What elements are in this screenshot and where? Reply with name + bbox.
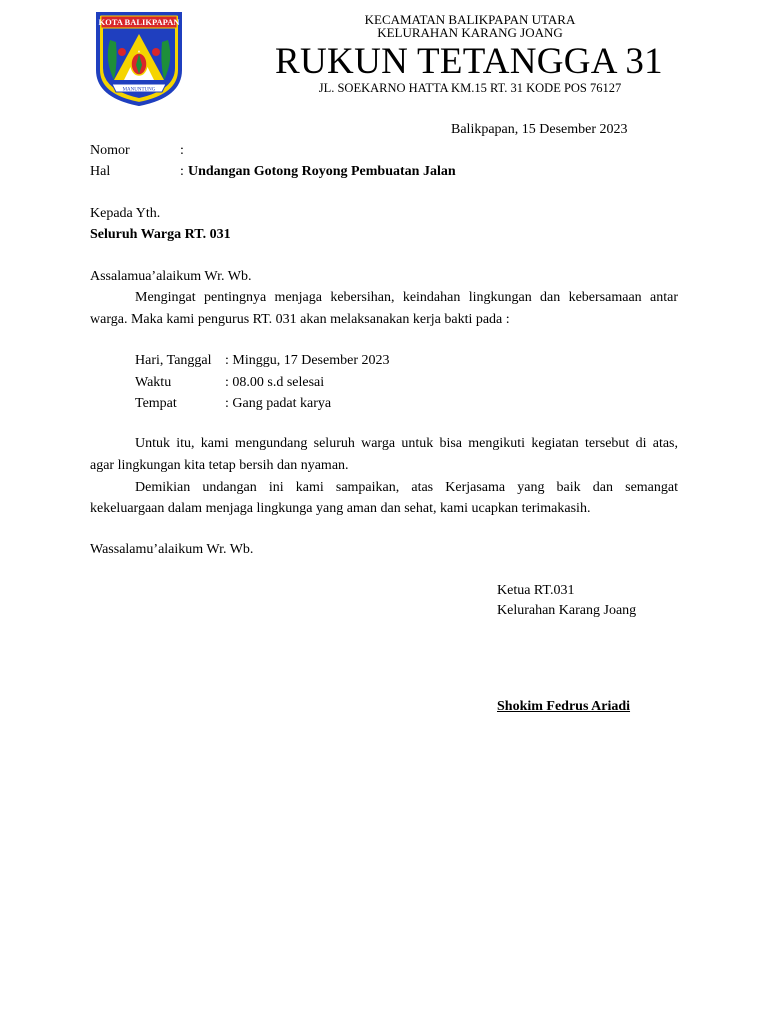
letterhead-address: JL. SOEKARNO HATTA KM.15 RT. 31 KODE POS 76127 [318, 81, 622, 95]
kelurahan-line: KELURAHAN KARANG JOANG [377, 25, 563, 40]
detail-value-date: : Minggu, 17 Desember 2023 [225, 353, 390, 368]
shield-emblem-icon [92, 10, 186, 106]
place-date: Balikpapan, 15 Desember 2023 [451, 122, 628, 137]
signatory-office: Kelurahan Karang Joang [497, 603, 637, 618]
logo-bottom-text: MANUNTUNG [122, 87, 156, 93]
paragraph-3-line-1: Demikian undangan ini kami sampaikan, atas Kerjasama yang baik dan semangat [135, 480, 678, 495]
logo-banner-text: KOTA BALIKPAPAN [98, 17, 180, 27]
signatory-position: Ketua RT.031 [497, 583, 575, 598]
detail-value-time: : 08.00 s.d selesai [225, 375, 325, 390]
recipient: Seluruh Warga RT. 031 [90, 227, 231, 242]
greeting: Assalamua’alaikum Wr. Wb. [90, 269, 252, 284]
kota-balikpapan-logo [92, 10, 186, 106]
paragraph-2-line-1: Untuk itu, kami mengundang seluruh warga untuk bisa mengikuti kegiatan tersebut di atas, [135, 436, 678, 451]
hal-label: Hal [90, 164, 111, 179]
letterhead-title: RUKUN TETANGGA 31 [275, 41, 663, 82]
kepada-yth: Kepada Yth. [90, 206, 161, 221]
paragraph-1-line-1: Mengingat pentingnya menjaga kebersihan, keindahan lingkungan dan kebersamaan antar [135, 290, 678, 305]
nomor-value: : [180, 143, 184, 158]
nomor-label: Nomor [90, 143, 130, 158]
detail-label-date: Hari, Tanggal [135, 353, 212, 368]
paragraph-1-line-2: warga. Maka kami pengurus RT. 031 akan melaksanakan kerja bakti pada : [90, 312, 510, 327]
closing-salutation: Wassalamu’alaikum Wr. Wb. [90, 542, 254, 557]
paragraph-3-line-2: kekeluargaan dalam menjaga lingkunga yang aman dan sehat, kami ucapkan terimakasih. [90, 501, 591, 516]
hal-subject: Undangan Gotong Royong Pembuatan Jalan [188, 164, 456, 179]
hal-colon: : [180, 164, 184, 179]
paragraph-2-line-2: agar lingkungan kita tetap bersih dan nyaman. [90, 458, 349, 473]
detail-label-place: Tempat [135, 396, 177, 411]
kecamatan-line: KECAMATAN BALIKPAPAN UTARA [364, 12, 576, 27]
signatory-name: Shokim Fedrus Ariadi [497, 699, 631, 714]
detail-label-time: Waktu [135, 375, 172, 390]
detail-value-place: : Gang padat karya [225, 396, 332, 411]
